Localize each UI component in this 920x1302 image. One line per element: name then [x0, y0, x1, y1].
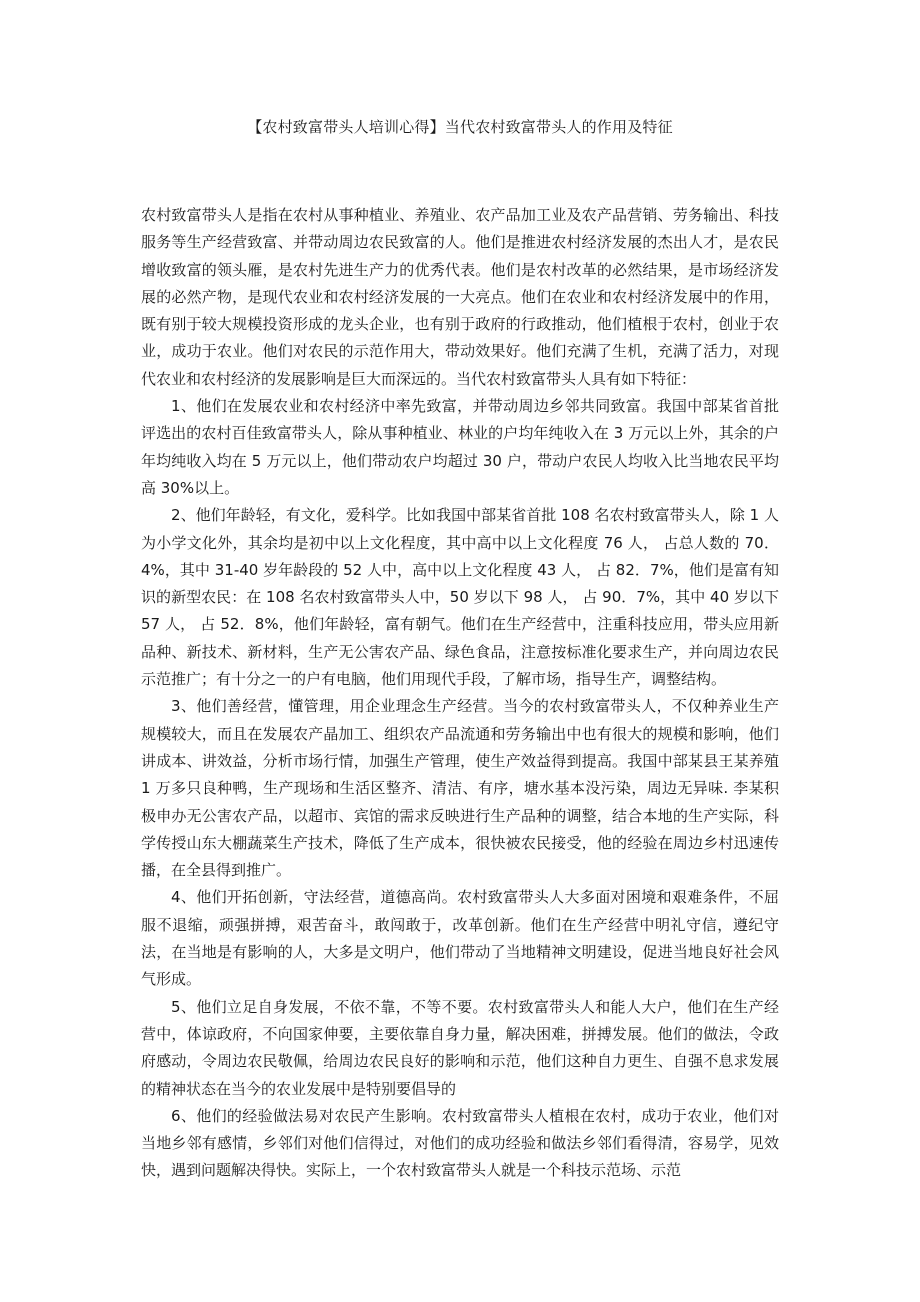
feature-paragraph-2: 2、他们年龄轻，有文化，爱科学。比如我国中部某省首批 108 名农村致富带头人，除 1 人为小学文化外，其余均是初中以上文化程度，其中高中以上文化程度 76 人， 占总人数的 70．4%，其中 31-40 岁年龄段的 52 人中，高中以上文化程度 43 人， 占 82．7%，他们是富有知识的新型农民：在 108 名农村致富带头人中，50 岁以下 98 人， 占 90．7%，其中 40 岁以下 57 人， 占 52．8%，他们年龄轻，富有朝气。他们在生产经营中，注重科技应用，带头应用新品种、新技术、新材料，生产无公害农产品、绿色食品，注意按标准化要求生产，并向周边农民示范推广；有十分之一的户有电脑，他们用现代手段，了解市场，指导生产，调整结构。: [141, 506, 779, 689]
document-body: [141, 202, 779, 1185]
feature-paragraph-6: 6、他们的经验做法易对农民产生影响。农村致富带头人植根在农村，成功于农业，他们对当地乡邻有感情，乡邻们对他们信得过，对他们的成功经验和做法乡邻们看得清，容易学，见效快，遇到问题解决得快。实际上，一个农村致富带头人就是一个科技示范场、示范: [141, 1106, 779, 1180]
intro-paragraph: 农村致富带头人是指在农村从事种植业、养殖业、农产品加工业及农产品营销、劳务输出、科技服务等生产经营致富、并带动周边农民致富的人。他们是推进农村经济发展的杰出人才，是农民增收致富的领头雁，是农村先进生产力的优秀代表。他们是农村改革的必然结果，是市场经济发展的必然产物，是现代农业和农村经济发展的一大亮点。他们在农业和农村经济发展中的作用，既有别于较大规模投资形成的龙头企业，也有别于政府的行政推动，他们植根于农村，创业于农业，成功于农业。他们对农民的示范作用大，带动效果好。他们充满了生机，充满了活力，对现代农业和农村经济的发展影响是巨大而深远的。当代农村致富带头人具有如下特征：: [141, 206, 779, 388]
feature-paragraph-1: 1、他们在发展农业和农村经济中率先致富，并带动周边乡邻共同致富。我国中部某省首批评选出的农村百佳致富带头人，除从事种植业、林业的户均年纯收入在 3 万元以上外，其余的户年均纯收入均在 5 万元以上，他们带动农户均超过 30 户，带动户农民人均收入比当地农民平均高 30%以上。: [141, 397, 779, 497]
feature-paragraph-4: 4、他们开拓创新，守法经营，道德高尚。农村致富带头人大多面对困境和艰难条件，不屈服不退缩，顽强拼搏，艰苦奋斗，敢闯敢于，改革创新。他们在生产经营中明礼守信，遵纪守法，在当地是有影响的人，大多是文明户，他们带动了当地精神文明建设，促进当地良好社会风气形成。: [141, 888, 779, 989]
feature-paragraph-5: 5、他们立足自身发展，不依不靠，不等不要。农村致富带头人和能人大户，他们在生产经营中，体谅政府，不向国家伸要，主要依靠自身力量，解决困难，拼搏发展。他们的做法，令政府感动，令周边农民敬佩，给周边农民良好的影响和示范，他们这种自力更生、自强不息求发展的精神状态在当今的农业发展中是特别要倡导的: [141, 997, 779, 1098]
feature-paragraph-3: 3、他们善经营，懂管理，用企业理念生产经营。当今的农村致富带头人，不仅种养业生产规模较大，而且在发展农产晶加工、组织农产品流通和劳务输出中也有很大的规模和影响，他们讲成本、讲效益，分析市场行情，加强生产管理，使生产效益得到提高。我国中部某县王某养殖 1 万多只良种鸭，生产现场和生活区整齐、清洁、有序，塘水基本没污染，周边无异味. 李某积极申办无公害农产品，以超市、宾馆的需求反映进行生产品种的调整，结合本地的生产实际，科学传授山东大棚蔬菜生产技术，降低了生产成本，很快被农民接受，他的经验在周边乡村迅速传播，在全县得到推广。: [141, 697, 779, 880]
document-title: 【农村致富带头人培训心得】当代农村致富带头人的作用及特征: [247, 118, 673, 136]
